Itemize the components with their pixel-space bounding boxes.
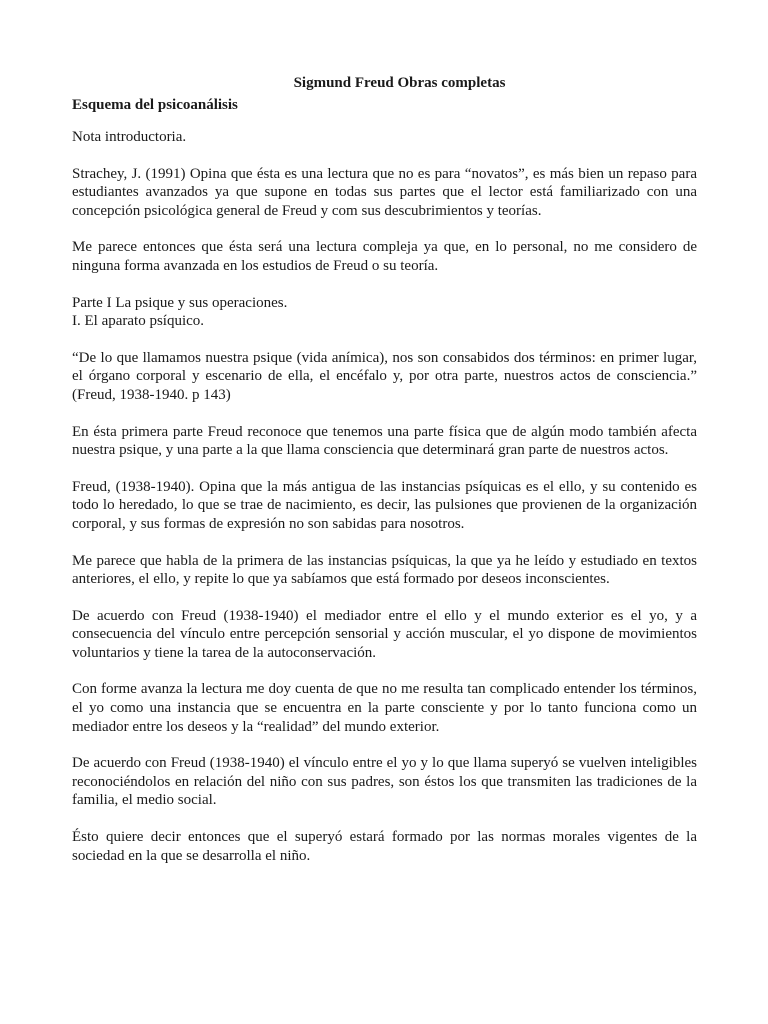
paragraph-normas: Ésto quiere decir entonces que el superyó estará formado por las normas morales vigentes de la sociedad en la que se desarrolla el niño.	[72, 829, 697, 864]
paragraph-ello: Freud, (1938-1940). Opina que la más antigua de las instancias psíquicas es el ello, y su contenido es todo lo heredado, lo que se trae de nacimiento, es decir, las pulsiones que provienen de la organización corporal, y sus formas de expresión no son sabidas para nosotros.	[72, 478, 697, 532]
section-headings	[72, 294, 697, 331]
document-subtitle: Esquema del psicoanálisis	[72, 97, 238, 113]
document-page	[72, 72, 697, 883]
paragraph-intro-note: Nota introductoria.	[72, 129, 187, 145]
part-heading: Parte I La psique y sus operaciones.	[72, 294, 288, 311]
paragraph-instancias: Me parece que habla de la primera de las instancias psíquicas, la que ya he leído y estudiado en textos anteriores, el ello, y repite lo que ya sabíamos que está formado por deseos inconscientes.	[72, 552, 697, 588]
document-title: Sigmund Freud Obras completas	[293, 75, 506, 91]
paragraph-lectura: Con forme avanza la lectura me doy cuenta de que no me resulta tan complicado entender los términos, el yo como una instancia que se encuentra en la parte consciente y por lo tanto funciona como un mediador entre los deseos y la “realidad” del mundo exterior.	[72, 681, 697, 735]
paragraph-strachey: Strachey, J. (1991) Opina que ésta es una lectura que no es para “novatos”, es más bien un repaso para estudiantes avanzados ya que supone en todas sus partes que el lector está familiarizado con una concepción psicológica general de Freud y com sus descubrimientos y teorías.	[72, 165, 697, 219]
paragraph-first-part: En ésta primera parte Freud reconoce que tenemos una parte física que de algún modo también afecta nuestra psique, y una parte a la que llama consciencia que determinará gran parte de nuestros actos.	[72, 423, 697, 459]
paragraph-opinion: Me parece entonces que ésta será una lectura compleja ya que, en lo personal, no me considero de ninguna forma avanzada en los estudios de Freud o su teoría.	[72, 239, 697, 274]
chapter-heading: I. El aparato psíquico.	[72, 313, 205, 330]
paragraph-quote: “De lo que llamamos nuestra psique (vida anímica), nos son consabidos dos términos: en primer lugar, el órgano corporal y escenario de ella, el encéfalo y, por otra parte, nuestros actos de consciencia.” (Freud, 1938-1940. p 143)	[72, 349, 697, 403]
paragraph-yo: De acuerdo con Freud (1938-1940) el mediador entre el ello y el mundo exterior es el yo, y a consecuencia del vínculo entre percepción sensorial y acción muscular, el yo dispone de movimientos voluntarios y tiene la tarea de la autoconservación.	[72, 607, 697, 661]
paragraph-superyo: De acuerdo con Freud (1938-1940) el vínculo entre el yo y lo que llama superyó se vuelven inteligibles reconociéndolos en relación del niño con sus padres, son éstos los que transmiten las tradiciones de la familia, el medio social.	[72, 755, 697, 809]
